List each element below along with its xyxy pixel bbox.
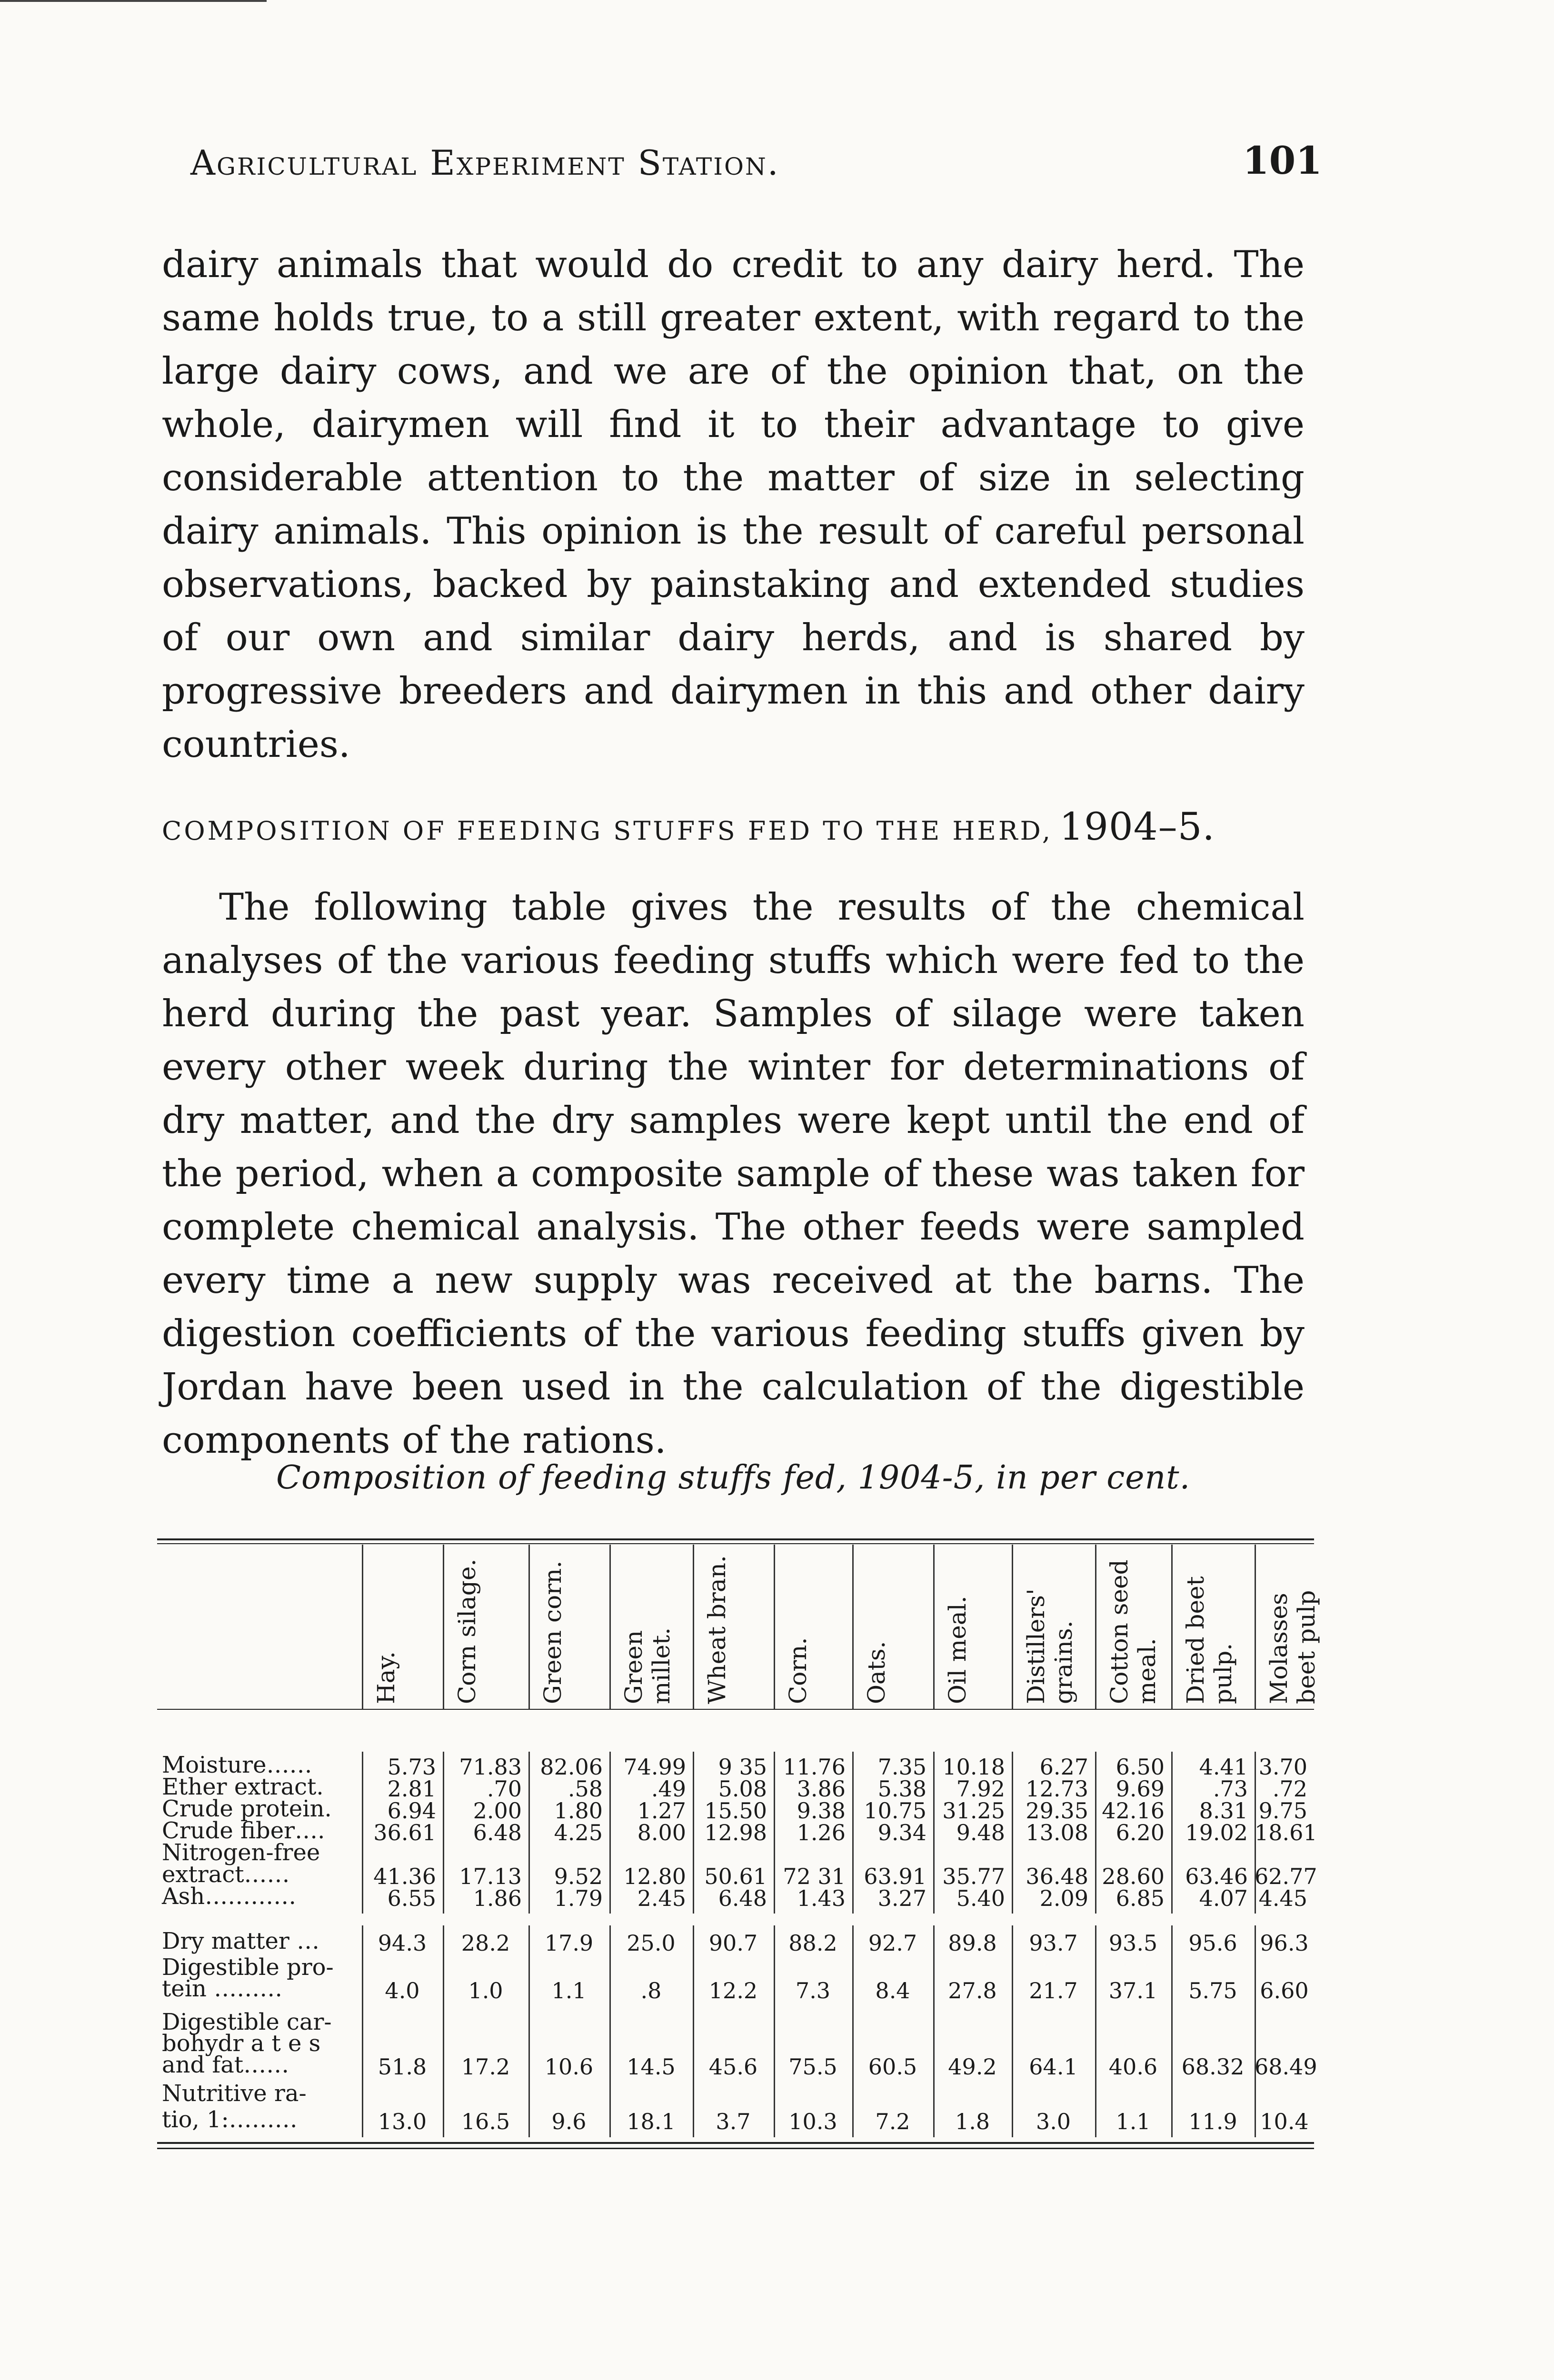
table-cell: 5.08 (718, 1776, 767, 1802)
table-cell: .58 (568, 1776, 603, 1802)
table-cell: 21.7 (1029, 1978, 1078, 2003)
table-cell: 9.52 (554, 1864, 603, 1889)
column-header: Oil meal. (944, 1596, 971, 1704)
table-cell: 4.45 (1258, 1885, 1307, 1911)
row-label: Digestible car- (162, 2009, 332, 2035)
column-header: Dried beet pulp. (1182, 1576, 1237, 1704)
column-separator (609, 1925, 611, 2137)
table-top-rule (157, 1538, 1314, 1540)
row-label: Moisture…… (162, 1752, 312, 1778)
table-cell: 13.0 (378, 2109, 427, 2134)
table-cell: 1.43 (797, 1885, 846, 1911)
table-cell: 93.5 (1108, 1930, 1158, 1956)
table-cell: 41.36 (373, 1864, 436, 1889)
row-label: Ether extract. (162, 1774, 324, 1800)
column-separator (528, 1925, 530, 2137)
table-cell: 5.38 (877, 1776, 926, 1802)
column-separator (1255, 1752, 1256, 1914)
column-separator (609, 1752, 611, 1914)
table-cell: 6.48 (473, 1820, 522, 1845)
column-header: Cotton seed meal. (1106, 1559, 1161, 1704)
row-label: Crude protein. (162, 1795, 332, 1822)
table-cell: 71.83 (459, 1754, 522, 1780)
table-bottom-rule-2 (157, 2148, 1314, 2149)
table-cell: 1.8 (955, 2109, 990, 2134)
table-cell: 1.0 (468, 1978, 503, 2003)
table-cell: 6.94 (387, 1798, 436, 1824)
column-separator (1255, 1925, 1256, 2137)
column-separator (933, 1752, 935, 1914)
table-cell: 6.50 (1116, 1754, 1165, 1780)
row-label: Ash………… (162, 1883, 297, 1910)
table-cell: 13.08 (1026, 1820, 1088, 1845)
section-heading-year: 1904–5. (1059, 804, 1215, 849)
table-cell: 12.80 (623, 1864, 686, 1889)
table-cell: 42.16 (1102, 1798, 1165, 1824)
table-cell: .73 (1213, 1776, 1248, 1802)
table-cell: .72 (1272, 1776, 1307, 1802)
table-cell: 7.35 (877, 1754, 926, 1780)
row-label: Crude fiber…. (162, 1817, 325, 1844)
column-header: Wheat bran. (703, 1555, 731, 1704)
column-header: Green corn. (539, 1560, 567, 1704)
table-cell: 17.9 (544, 1930, 594, 1956)
column-separator (528, 1752, 530, 1914)
table-cell: 4.07 (1199, 1885, 1248, 1911)
table-cell: 15.50 (704, 1798, 767, 1824)
row-label: Nitrogen-free (162, 1839, 320, 1866)
table-cell: .8 (640, 1978, 662, 2003)
table-cell: 7.92 (956, 1776, 1005, 1802)
table-cell: 2.09 (1039, 1885, 1088, 1911)
section-heading (162, 804, 1215, 849)
table-cell: 35.77 (942, 1864, 1005, 1889)
table-cell: 25.0 (627, 1930, 676, 1956)
table-cell: 9.34 (877, 1820, 926, 1845)
column-separator (443, 1752, 444, 1914)
table-cell: 6.48 (718, 1885, 767, 1911)
table-cell: 60.5 (868, 2054, 917, 2080)
column-separator (1095, 1925, 1096, 2137)
table-cell: 63.91 (864, 1864, 926, 1889)
top-edge-rule (0, 0, 267, 2)
column-separator (774, 1752, 775, 1914)
column-separator (1171, 1752, 1173, 1914)
table-header-rule (157, 1709, 1314, 1710)
column-header: Molasses beet pulp (1265, 1590, 1320, 1704)
table-cell: 1.80 (554, 1798, 603, 1824)
table-cell: 5.75 (1188, 1978, 1237, 2003)
table-cell: 12.73 (1026, 1776, 1088, 1802)
column-header: Corn silage. (453, 1558, 481, 1704)
table-cell: 9 35 (718, 1754, 767, 1780)
table-cell: 6.60 (1260, 1978, 1309, 2003)
table-cell: 3.86 (797, 1776, 846, 1802)
table-cell: 4.25 (554, 1820, 603, 1845)
table-caption: Composition of feeding stuffs fed, 1904-5, in per cent. (276, 1459, 1191, 1497)
column-header: Oats. (863, 1641, 890, 1704)
column-separator (1095, 1752, 1096, 1914)
table-cell: 10.3 (788, 2109, 837, 2134)
table-cell: .70 (487, 1776, 522, 1802)
table-cell: 19.02 (1185, 1820, 1248, 1845)
column-header: Green millet. (620, 1627, 675, 1704)
table-cell: 28.60 (1102, 1864, 1165, 1889)
column-separator (852, 1925, 854, 2137)
paragraph-size-selection: dairy animals that would do credit to any dairy herd. The same holds true, to a still greater extent, with regard to the large dairy cows, and we are of the opinion that, on the whole, dairymen will find it to their advantage to give considerable attention to the matter of size in selecting dairy animals. This opinion is the result of careful personal observations, backed by painstaking and extended studies of our own and similar dairy herds, and is shared by progressive breeders and dairymen in this and other dairy countries. (162, 243, 1305, 766)
table-cell: 10.18 (942, 1754, 1005, 1780)
table-cell: 88.2 (788, 1930, 837, 1956)
table-cell: 3.7 (716, 2109, 751, 2134)
table-cell: 6.20 (1116, 1820, 1165, 1845)
table-cell: 9.38 (797, 1798, 846, 1824)
table-cell: 63.46 (1185, 1864, 1248, 1889)
table-cell: 1.79 (554, 1885, 603, 1911)
table-cell: 4.0 (385, 1978, 420, 2003)
table-cell: 64.1 (1029, 2054, 1078, 2080)
table-cell: 74.99 (623, 1754, 686, 1780)
column-separator (774, 1925, 775, 2137)
column-separator (362, 1545, 363, 1709)
table-cell: 3.0 (1036, 2109, 1071, 2134)
table-cell: 1.27 (637, 1798, 686, 1824)
table-cell: 9.48 (956, 1820, 1005, 1845)
row-label: and fat…… (162, 2052, 289, 2078)
column-header: Corn. (784, 1637, 812, 1704)
section-heading-text: COMPOSITION OF FEEDING STUFFS FED TO THE HERD, (162, 816, 1053, 846)
table-cell: 6.55 (387, 1885, 436, 1911)
column-separator (1012, 1925, 1013, 2137)
column-separator (933, 1925, 935, 2137)
table-cell: 17.13 (459, 1864, 522, 1889)
table-cell: 8.00 (637, 1820, 686, 1845)
table-cell: 36.61 (373, 1820, 436, 1845)
table-cell: 1.26 (797, 1820, 846, 1845)
table-cell: 7.3 (795, 1978, 831, 2003)
row-label: tio, 1:……… (162, 2106, 298, 2133)
column-separator (693, 1925, 694, 2137)
table-cell: 1.1 (1116, 2109, 1151, 2134)
table-cell: 62.77 (1255, 1864, 1317, 1889)
table-cell: 29.35 (1026, 1798, 1088, 1824)
table-cell: 82.06 (540, 1754, 603, 1780)
table-bottom-rule (157, 2142, 1314, 2144)
table-cell: 2.00 (473, 1798, 522, 1824)
row-label: tein ……… (162, 1975, 283, 2002)
table-cell: 9.6 (551, 2109, 587, 2134)
page-number: 101 (1243, 138, 1322, 183)
column-separator (443, 1925, 444, 2137)
table-cell: 12.2 (708, 1978, 758, 2003)
table-cell: 3.70 (1258, 1754, 1307, 1780)
table-cell: 1.1 (551, 1978, 587, 2003)
column-separator (1012, 1752, 1013, 1914)
table-cell: 92.7 (868, 1930, 917, 1956)
row-label: Nutritive ra- (162, 2080, 307, 2107)
row-label: Dry matter … (162, 1928, 320, 1954)
table-cell: 8.4 (875, 1978, 910, 2003)
table-cell: 10.75 (864, 1798, 926, 1824)
table-cell: 3.27 (877, 1885, 926, 1911)
row-label: Digestible pro- (162, 1954, 334, 1981)
table-cell: 50.61 (704, 1864, 767, 1889)
row-label: extract…… (162, 1861, 290, 1888)
table-cell: 94.3 (378, 1930, 427, 1956)
table-cell: 14.5 (627, 2054, 676, 2080)
paragraph-analysis-method: The following table gives the results of the chemical analyses of the various feeding stuffs which were fed to the herd during the past year. Samples of silage were taken every other week during the winter for determinations of dry matter, and the dry samples were kept until the end of the period, when a composite sample of these was taken for complete chemical analysis. The other feeds were sampled every time a new supply was received at the barns. The digestion coefficients of the various feeding stuffs given by Jordan have been used in the calculation of the digestible components of the rations. (162, 886, 1305, 1462)
table-cell: 45.6 (708, 2054, 758, 2080)
table-top-rule-2 (157, 1543, 1314, 1544)
table-cell: 37.1 (1108, 1978, 1158, 2003)
table-cell: 75.5 (788, 2054, 837, 2080)
table-cell: 5.40 (956, 1885, 1005, 1911)
table-cell: 4.41 (1199, 1754, 1248, 1780)
table-cell: 36.48 (1026, 1864, 1088, 1889)
table-cell: 1.86 (473, 1885, 522, 1911)
table-cell: 51.8 (378, 2054, 427, 2080)
table-cell: 72 31 (783, 1864, 846, 1889)
table-cell: 2.81 (387, 1776, 436, 1802)
table-cell: 93.7 (1029, 1930, 1078, 1956)
table-cell: 11.9 (1188, 2109, 1237, 2134)
table-cell: 8.31 (1199, 1798, 1248, 1824)
column-separator (852, 1752, 854, 1914)
table-cell: 11.76 (783, 1754, 846, 1780)
table-cell: 49.2 (948, 2054, 997, 2080)
column-separator (362, 1925, 363, 2137)
table-cell: 10.6 (544, 2054, 594, 2080)
table-cell: 17.2 (461, 2054, 510, 2080)
table-cell: 16.5 (461, 2109, 510, 2134)
table-cell: 40.6 (1108, 2054, 1158, 2080)
table-cell: 6.85 (1116, 1885, 1165, 1911)
column-separator (362, 1752, 363, 1914)
column-header: Distillers' grains. (1022, 1588, 1077, 1704)
column-header: Hay. (372, 1651, 400, 1704)
table-cell: 90.7 (708, 1930, 758, 1956)
table-cell: .49 (651, 1776, 686, 1802)
table-cell: 96.3 (1260, 1930, 1309, 1956)
table-cell: 5.73 (387, 1754, 436, 1780)
table-cell: 10.4 (1260, 2109, 1309, 2134)
table-cell: 9.69 (1116, 1776, 1165, 1802)
table-cell: 89.8 (948, 1930, 997, 1956)
table-cell: 31.25 (942, 1798, 1005, 1824)
table-cell: 2.45 (637, 1885, 686, 1911)
table-cell: 68.49 (1255, 2054, 1317, 2080)
table-cell: 6.27 (1039, 1754, 1088, 1780)
table-cell: 9.75 (1258, 1798, 1307, 1824)
table-cell: 18.61 (1255, 1820, 1317, 1845)
table-cell: 27.8 (948, 1978, 997, 2003)
table-cell: 28.2 (461, 1930, 510, 1956)
table-cell: 7.2 (875, 2109, 910, 2134)
table-cell: 95.6 (1188, 1930, 1237, 1956)
table-cell: 12.98 (704, 1820, 767, 1845)
table-cell: 68.32 (1181, 2054, 1245, 2080)
table-cell: 18.1 (627, 2109, 676, 2134)
column-separator (1171, 1925, 1173, 2137)
running-title: Agricultural Experiment Station. (190, 143, 780, 183)
column-separator (693, 1752, 694, 1914)
row-label: bohydr a t e s (162, 2030, 321, 2057)
